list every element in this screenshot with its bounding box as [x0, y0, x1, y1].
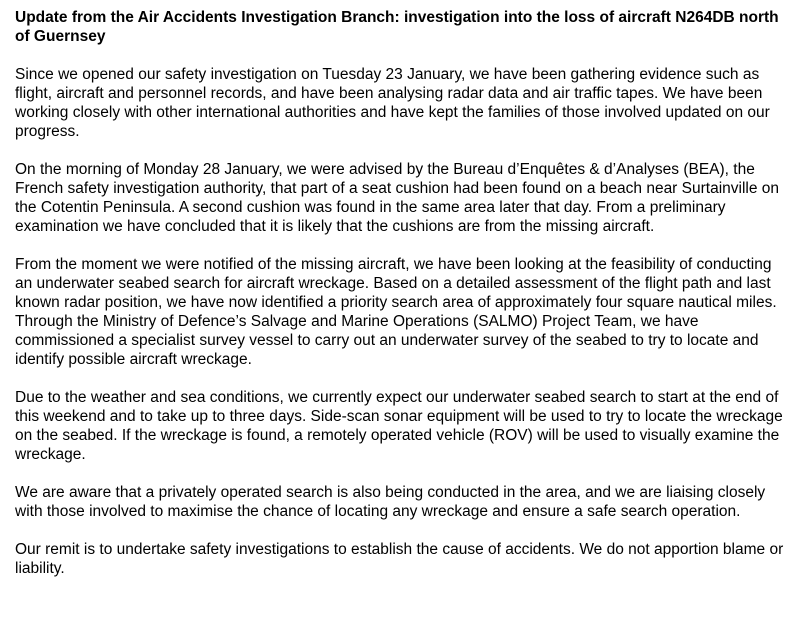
paragraph-private-search: We are aware that a privately operated search is also being conducted in the area, and we are liaising closely with those involved to maximise the chance of locating any wreckage and ensure a safe search operation.: [15, 484, 766, 520]
paragraph-search-timing: Due to the weather and sea conditions, we currently expect our underwater seabed search to start at the end of this weekend and to take up to three days. Side-scan sonar equipment will be used to try to locate the wreckage on the seabed. If the wreckage is found, a remotely operated vehicle (ROV) will be used to visually examine the wreckage.: [15, 389, 783, 463]
paragraph-seat-cushions-found: On the morning of Monday 28 January, we were advised by the Bureau d’Enquêtes & d’Analyses (BEA), the French safety investigation authority, that part of a seat cushion had been found on a beach near Surtainville on the Cotentin Peninsula. A second cushion was found in the same area later that day. From a preliminary examination we have concluded that it is likely that the cushions are from the missing aircraft.: [15, 161, 780, 235]
document-title: Update from the Air Accidents Investigation Branch: investigation into the loss of aircraft N264DB north of Guernsey: [15, 9, 779, 45]
paragraph-investigation-opened: Since we opened our safety investigation on Tuesday 23 January, we have been gathering evidence such as flight, aircraft and personnel records, and have been analysing radar data and air traffic tapes. We have been working closely with other international authorities and have kept the families of those involved updated on our progress.: [15, 66, 770, 140]
paragraph-remit: Our remit is to undertake safety investigations to establish the cause of accidents. We do not apportion blame or liability.: [15, 541, 784, 577]
paragraph-seabed-search-planning: From the moment we were notified of the missing aircraft, we have been looking at the feasibility of conducting an underwater seabed search for aircraft wreckage. Based on a detailed assessment of the flight path and last known radar position, we have now identified a priority search area of approximately four square nautical miles. Through the Ministry of Defence’s Salvage and Marine Operations (SALMO) Project Team, we have commissioned a specialist survey vessel to carry out an underwater survey of the seabed to try to locate and identify possible aircraft wreckage.: [15, 256, 777, 368]
